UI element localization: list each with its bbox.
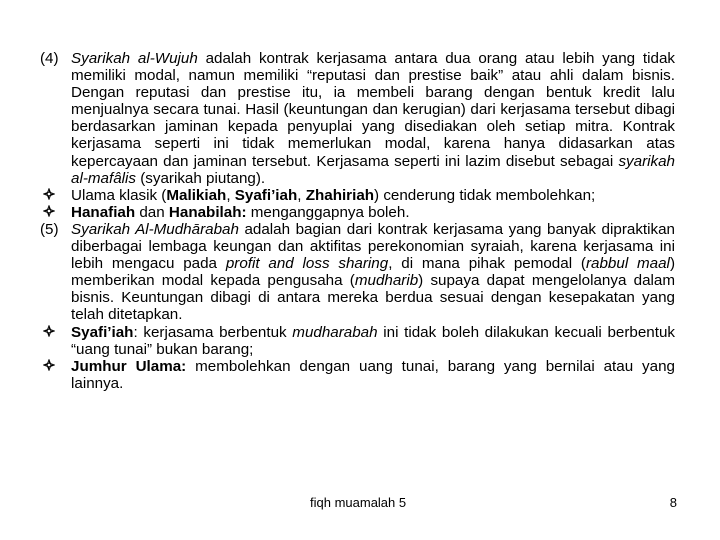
text-run: , (297, 186, 306, 204)
bold-term: Hanabilah: (168, 203, 247, 221)
bullet-item (40, 324, 675, 358)
italic-term: rabbul maal (585, 255, 670, 273)
item-number: (4) (40, 50, 59, 67)
diamond-bullet-icon (43, 187, 55, 204)
bold-term: Jumhur Ulama: (71, 357, 187, 375)
bold-term: Malikiah (166, 186, 227, 204)
text-run: membolehkan dengan uang tunai, barang yang bernilai atau yang lainnya. (71, 357, 675, 392)
text-run: dan (135, 203, 169, 221)
text-run: ) supaya dapat mengelolanya dalam bisnis. Keuntungan dibagi di antara mereka berdua sesuai dengan kesepakatan yang telah ditetapkan. (71, 272, 675, 324)
italic-term: Syarikah Al-Mudhārabah (71, 220, 239, 238)
bullet-item (40, 204, 675, 221)
text-run: menganggapnya boleh. (246, 203, 410, 221)
item-number: (5) (40, 220, 59, 238)
italic-term: mudharib (354, 272, 419, 290)
diamond-bullet-icon (43, 204, 55, 221)
italic-term: mudharabah (292, 323, 378, 341)
text-run: ini tidak boleh dilakukan kecuali berbentuk “uang tunai” bukan barang; (71, 323, 675, 358)
slide-body (40, 50, 675, 392)
bold-term: Syafi’iah (71, 323, 134, 341)
page-number: 8 (669, 495, 677, 510)
footer-title: fiqh muamalah 5 (310, 495, 407, 510)
bold-term: Hanafiah (71, 203, 136, 221)
italic-term: profit and loss sharing (225, 255, 389, 273)
text-run: Ulama klasik ( (71, 186, 167, 204)
diamond-bullet-icon (43, 358, 55, 375)
text-run: ) cenderung tidak membolehkan; (374, 186, 596, 204)
text-run: ) memberikan modal kepada pengusaha ( (71, 255, 675, 290)
bullet-item (40, 358, 675, 392)
numbered-item (40, 50, 675, 187)
text-run: adalah bagian dari kontrak kerjasama yang banyak dipraktikan diberbagai lembaga keungan dan aktifitas perekonomian syraiah, karena kerjasama ini lebih mengacu pada (71, 220, 676, 273)
diamond-bullet-icon (43, 324, 55, 341)
text-run: (syarikah piutang). (136, 169, 266, 187)
numbered-item (40, 221, 675, 324)
text-run: adalah kontrak kerjasama antara dua orang atau lebih yang tidak memiliki modal, namun memiliki “reputasi dan prestise baik” atau ahli dalam bisnis. Dengan reputasi dan prestise itu, ia membeli barang dengan bentuk kredit lalu menjualnya secara tunai. Hasil (keuntungan dan kerugian) dari kerjasama tersebut dibagi berdasarkan jaminan kepada penyuplai yang disediakan oleh setiap mitra. Kontrak kerjasama seperti ini tidak memerlukan modal, karena hanya didasarkan atas kepercayaan dan jaminan tersebut. Kerjasama seperti ini lazim disebut sebagai (71, 50, 675, 170)
bullet-item (40, 187, 675, 204)
bold-term: Syafi’iah (234, 186, 298, 204)
text-run: , di mana pihak pemodal ( (388, 255, 586, 273)
italic-term: syarikah al-mafâlis (71, 152, 675, 187)
text-run: , (226, 186, 235, 204)
text-run: : kerjasama berbentuk (133, 323, 293, 341)
bold-term: Zhahiriah (305, 186, 375, 204)
italic-term: Syarikah al-Wujuh (71, 50, 198, 67)
